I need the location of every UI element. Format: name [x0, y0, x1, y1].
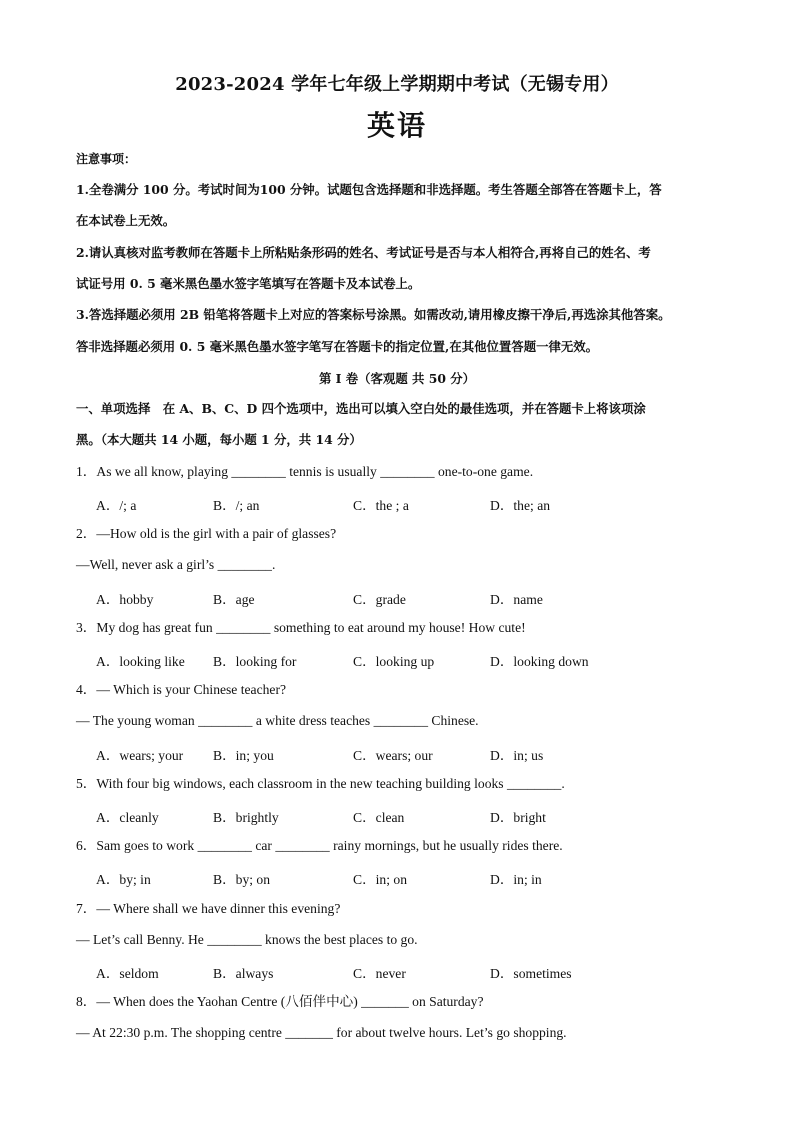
- question-7-line-2: — Let’s call Benny. He ________ knows the best places to go.: [76, 932, 418, 947]
- question-2-line-2: —Well, never ask a girl’s ________.: [76, 557, 276, 572]
- option-c: C．wears; our: [353, 748, 433, 763]
- question-5: 5．With four big windows, each classroom in the new teaching building looks ________.: [76, 776, 565, 791]
- question-3-options: [96, 650, 736, 668]
- option-c: C．never: [353, 966, 406, 981]
- option-a: A．hobby: [96, 592, 154, 607]
- option-b: B．always: [213, 966, 274, 981]
- question-3: 3．My dog has great fun ________ something to eat around my house! How cute!: [76, 620, 526, 635]
- question-4: 4．— Which is your Chinese teacher?: [76, 682, 287, 697]
- section-instruction: 一、单项选择 在 A、B、C、D 四个选项中，选出可以填入空白处的最佳选项，并在答题卡上将该项涂: [76, 401, 646, 416]
- question-2: 2．—How old is the girl with a pair of glasses?: [76, 526, 337, 541]
- option-c: C．grade: [353, 592, 406, 607]
- question-1-options: [96, 494, 736, 512]
- question-7: 7．— Where shall we have dinner this evening?: [76, 901, 341, 916]
- option-b: B．age: [213, 592, 255, 607]
- question-8-line-2: — At 22:30 p.m. The shopping centre _______ for about twelve hours. Let’s go shopping.: [76, 1025, 567, 1040]
- option-b: B．by; on: [213, 872, 271, 887]
- question-6: 6．Sam goes to work ________ car ________ rainy mornings, but he usually rides there.: [76, 838, 563, 853]
- option-c: C．in; on: [353, 872, 408, 887]
- option-d: D．name: [490, 592, 543, 607]
- option-a: A．looking like: [96, 654, 185, 669]
- option-b: B．in; you: [213, 748, 274, 763]
- notice-heading: 注意事项：: [76, 152, 137, 166]
- notice-line: 答非选择题必须用 0. 5 毫米黑色墨水签字笔写在答题卡的指定位置,在其他位置答题一律无效。: [76, 339, 599, 354]
- question-1: 1．As we all know, playing ________ tennis is usually ________ one-to-one game.: [76, 464, 534, 479]
- section-title: 第 I 卷（客观题 共 50 分）: [318, 371, 476, 386]
- option-d: D．sometimes: [490, 966, 572, 981]
- notice-line: 在本试卷上无效。: [76, 213, 176, 228]
- option-d: D．the; an: [490, 498, 551, 513]
- option-a: A．seldom: [96, 966, 159, 981]
- question-4-options: [96, 744, 736, 762]
- option-b: B．brightly: [213, 810, 279, 825]
- notice-line: 2.请认真核对监考教师在答题卡上所粘贴条形码的姓名、考试证号是否与本人相符合,再将自己的姓名、考: [76, 245, 651, 260]
- question-8: 8．— When does the Yaohan Centre (八佰伴中心) _______ on Saturday?: [76, 994, 484, 1009]
- option-d: D．in; in: [490, 872, 542, 887]
- notice-line: 试证号用 0. 5 毫米黑色墨水签字笔填写在答题卡及本试卷上。: [76, 276, 421, 291]
- question-6-options: [96, 868, 736, 886]
- option-c: C．clean: [353, 810, 405, 825]
- option-a: A．by; in: [96, 872, 151, 887]
- section-instruction: 黑。（本大题共 14 小题，每小题 1 分，共 14 分）: [76, 432, 362, 447]
- question-5-options: [96, 806, 736, 824]
- option-b: B．/; an: [213, 498, 260, 513]
- option-d: D．in; us: [490, 748, 544, 763]
- option-d: D．bright: [490, 810, 546, 825]
- option-a: A．wears; your: [96, 748, 184, 763]
- option-a: A．cleanly: [96, 810, 159, 825]
- exam-title: 2023-2024 学年七年级上学期期中考试（无锡专用）: [175, 74, 619, 95]
- question-4-line-2: — The young woman ________ a white dress teaches ________ Chinese.: [76, 713, 479, 728]
- notice-line: 1.全卷满分 100 分。考试时间为100 分钟。试题包含选择题和非选择题。考生答题全部答在答题卡上，答: [76, 182, 662, 197]
- exam-subject: 英语: [366, 109, 427, 142]
- option-d: D．looking down: [490, 654, 589, 669]
- question-7-options: [96, 962, 736, 980]
- option-c: C．looking up: [353, 654, 435, 669]
- option-a: A．/; a: [96, 498, 137, 513]
- option-b: B．looking for: [213, 654, 297, 669]
- option-c: C．the ; a: [353, 498, 409, 513]
- notice-line: 3.答选择题必须用 2B 铅笔将答题卡上对应的答案标号涂黑。如需改动,请用橡皮擦干净后,再选涂其他答案。: [76, 307, 671, 322]
- question-2-options: [96, 588, 736, 606]
